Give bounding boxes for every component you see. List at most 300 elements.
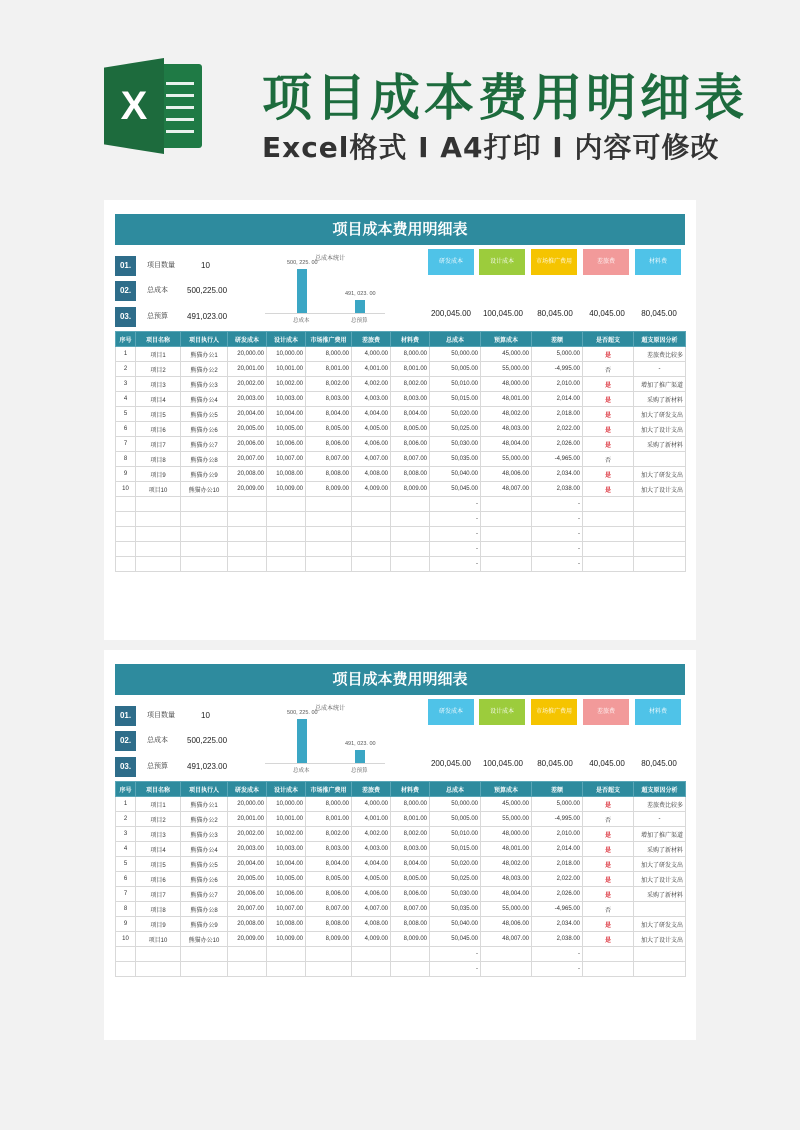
column-header: 项目名称 xyxy=(136,782,181,797)
table-cell: 加大了设计支出 xyxy=(634,482,686,497)
table-cell xyxy=(228,542,267,557)
table-cell xyxy=(481,512,532,527)
table-cell: 20,003.00 xyxy=(228,842,267,857)
table-cell: 2,018.00 xyxy=(532,407,583,422)
table-cell: 4,009.00 xyxy=(352,482,391,497)
table-cell: 项目2 xyxy=(136,812,181,827)
column-header: 材料费 xyxy=(391,332,430,347)
table-cell: 2,014.00 xyxy=(532,392,583,407)
table-cell: 否 xyxy=(583,812,634,827)
chart-bar-1 xyxy=(297,719,307,763)
table-cell: 是 xyxy=(583,857,634,872)
column-header: 设计成本 xyxy=(267,782,306,797)
table-header-row xyxy=(116,332,686,347)
legend-material-cost: 材料费 xyxy=(635,249,681,275)
table-cell: 4,004.00 xyxy=(352,857,391,872)
table-cell: 8 xyxy=(116,452,136,467)
table-row xyxy=(116,557,686,572)
table-cell xyxy=(634,497,686,512)
total-rd-cost: 200,045.00 xyxy=(430,759,472,768)
table-cell: 8,009.00 xyxy=(306,932,352,947)
table-cell: 差旅费比较多 xyxy=(634,347,686,362)
chart-category-label: 总成本 xyxy=(293,318,310,324)
table-cell xyxy=(228,497,267,512)
table-cell xyxy=(267,947,306,962)
table-cell: 8,003.00 xyxy=(391,842,430,857)
table-cell: 8,001.00 xyxy=(306,362,352,377)
table-cell xyxy=(116,497,136,512)
table-cell xyxy=(228,512,267,527)
table-row xyxy=(116,437,686,452)
table-cell xyxy=(352,947,391,962)
table-cell xyxy=(634,542,686,557)
table-cell: 50,025.00 xyxy=(430,872,481,887)
table-cell: 否 xyxy=(583,902,634,917)
summary-label: 项目数量 xyxy=(147,262,175,269)
table-cell: 采购了新材料 xyxy=(634,842,686,857)
table-cell: 10,005.00 xyxy=(267,872,306,887)
table-cell: 2,038.00 xyxy=(532,932,583,947)
column-header: 项目名称 xyxy=(136,332,181,347)
sheet-preview-2 xyxy=(104,650,696,1040)
table-cell xyxy=(228,962,267,977)
table-cell: 8,001.00 xyxy=(391,362,430,377)
column-header: 项目执行人 xyxy=(181,332,228,347)
table-cell: 4,000.00 xyxy=(352,347,391,362)
table-cell: 项目5 xyxy=(136,857,181,872)
total-design-cost: 100,045.00 xyxy=(482,309,524,318)
table-cell: 4,001.00 xyxy=(352,812,391,827)
table-row xyxy=(116,842,686,857)
table-cell: 2,026.00 xyxy=(532,437,583,452)
chart-axis-baseline xyxy=(265,763,385,764)
table-cell: 20,007.00 xyxy=(228,902,267,917)
table-cell: 否 xyxy=(583,452,634,467)
table-cell: 8,004.00 xyxy=(391,407,430,422)
table-cell: 9 xyxy=(116,917,136,932)
table-cell: 项目3 xyxy=(136,377,181,392)
table-cell: 熊猫办公9 xyxy=(181,917,228,932)
table-cell: 增加了推广渠道 xyxy=(634,377,686,392)
table-cell: 4,000.00 xyxy=(352,797,391,812)
column-header: 差额 xyxy=(532,332,583,347)
table-cell: 50,030.00 xyxy=(430,437,481,452)
table-cell: 2,034.00 xyxy=(532,917,583,932)
table-row xyxy=(116,467,686,482)
table-row xyxy=(116,872,686,887)
table-cell: 48,001.00 xyxy=(481,842,532,857)
table-cell xyxy=(181,557,228,572)
table-cell: - xyxy=(532,557,583,572)
table-cell xyxy=(634,557,686,572)
table-cell: -4,965.00 xyxy=(532,452,583,467)
table-cell xyxy=(352,512,391,527)
chart-category-label: 总成本 xyxy=(293,768,310,774)
table-cell: 10,008.00 xyxy=(267,467,306,482)
table-cell xyxy=(181,527,228,542)
total-design-cost: 100,045.00 xyxy=(482,759,524,768)
table-cell: 项目7 xyxy=(136,437,181,452)
table-cell: 8,004.00 xyxy=(391,857,430,872)
chart-bar-2 xyxy=(355,300,365,313)
table-row xyxy=(116,362,686,377)
table-row xyxy=(116,932,686,947)
table-cell: 48,007.00 xyxy=(481,482,532,497)
table-cell: 8,004.00 xyxy=(306,857,352,872)
sheet-content xyxy=(115,664,685,977)
table-row xyxy=(116,527,686,542)
table-cell xyxy=(352,557,391,572)
table-cell: 20,002.00 xyxy=(228,827,267,842)
legend-marketing-cost: 市场推广费用 xyxy=(531,699,577,725)
table-cell xyxy=(136,527,181,542)
table-cell: 项目9 xyxy=(136,467,181,482)
table-cell: 是 xyxy=(583,827,634,842)
summary-number: 01. xyxy=(115,256,136,276)
summary-value: 491,023.00 xyxy=(187,312,228,321)
table-cell: 4,001.00 xyxy=(352,362,391,377)
table-cell xyxy=(181,497,228,512)
table-cell: - xyxy=(532,512,583,527)
column-header: 预算成本 xyxy=(481,332,532,347)
summary-label: 项目数量 xyxy=(147,712,175,719)
chart-category-label: 总预算 xyxy=(351,318,368,324)
table-cell: 熊猫办公6 xyxy=(181,872,228,887)
table-cell: 8,000.00 xyxy=(391,797,430,812)
column-header: 研发成本 xyxy=(228,782,267,797)
table-cell: 4,009.00 xyxy=(352,932,391,947)
table-cell: 8,000.00 xyxy=(306,797,352,812)
table-cell xyxy=(267,557,306,572)
table-row xyxy=(116,392,686,407)
table-row xyxy=(116,947,686,962)
table-cell: 加大了研发支出 xyxy=(634,857,686,872)
chart-data-label: 500, 225. 00 xyxy=(287,260,318,266)
table-cell: 55,000.00 xyxy=(481,362,532,377)
table-cell: 8,008.00 xyxy=(391,917,430,932)
column-header: 序号 xyxy=(116,332,136,347)
table-cell: 20,000.00 xyxy=(228,347,267,362)
table-cell: 5 xyxy=(116,407,136,422)
table-row xyxy=(116,512,686,527)
table-cell xyxy=(267,962,306,977)
column-header: 材料费 xyxy=(391,782,430,797)
column-header: 差旅费 xyxy=(352,782,391,797)
table-cell: 2,014.00 xyxy=(532,842,583,857)
table-cell: 2,018.00 xyxy=(532,857,583,872)
table-cell: 50,020.00 xyxy=(430,407,481,422)
table-cell xyxy=(306,947,352,962)
table-cell: 否 xyxy=(583,362,634,377)
table-cell: 8,002.00 xyxy=(391,827,430,842)
table-cell: 2,010.00 xyxy=(532,827,583,842)
table-cell xyxy=(391,512,430,527)
table-cell: 8,002.00 xyxy=(306,377,352,392)
total-travel-cost: 40,045.00 xyxy=(589,309,625,318)
table-cell: 8,000.00 xyxy=(306,347,352,362)
table-cell: 10 xyxy=(116,932,136,947)
table-cell xyxy=(481,557,532,572)
table-row xyxy=(116,797,686,812)
table-cell: 加大了研发支出 xyxy=(634,467,686,482)
table-cell: 熊猫办公4 xyxy=(181,842,228,857)
table-row xyxy=(116,482,686,497)
table-cell: 熊猫办公8 xyxy=(181,452,228,467)
table-cell: 8,008.00 xyxy=(306,467,352,482)
table-cell: 10,009.00 xyxy=(267,482,306,497)
table-cell xyxy=(136,512,181,527)
table-cell: 8,006.00 xyxy=(391,887,430,902)
table-cell: 20,009.00 xyxy=(228,482,267,497)
table-cell: 4,005.00 xyxy=(352,422,391,437)
table-cell: - xyxy=(532,947,583,962)
table-cell: 是 xyxy=(583,422,634,437)
table-cell: 8,007.00 xyxy=(306,452,352,467)
table-cell: 45,000.00 xyxy=(481,347,532,362)
table-cell xyxy=(634,947,686,962)
total-rd-cost: 200,045.00 xyxy=(430,309,472,318)
table-cell: 6 xyxy=(116,872,136,887)
table-cell xyxy=(391,947,430,962)
table-cell xyxy=(391,527,430,542)
table-cell: 10,003.00 xyxy=(267,392,306,407)
table-cell: 20,006.00 xyxy=(228,437,267,452)
table-cell: 20,004.00 xyxy=(228,857,267,872)
summary-number: 03. xyxy=(115,307,136,327)
legend-design-cost: 设计成本 xyxy=(479,699,525,725)
table-cell: 50,015.00 xyxy=(430,392,481,407)
table-cell: 10,002.00 xyxy=(267,377,306,392)
table-cell: - xyxy=(430,512,481,527)
legend-rd-cost: 研发成本 xyxy=(428,699,474,725)
table-cell: 48,003.00 xyxy=(481,422,532,437)
table-cell: 是 xyxy=(583,392,634,407)
total-marketing-cost: 80,045.00 xyxy=(537,309,573,318)
table-cell: 10,000.00 xyxy=(267,797,306,812)
table-cell: 8,003.00 xyxy=(306,842,352,857)
legend-marketing-cost: 市场推广费用 xyxy=(531,249,577,275)
table-cell: 项目9 xyxy=(136,917,181,932)
table-cell: 48,004.00 xyxy=(481,887,532,902)
table-cell: 是 xyxy=(583,842,634,857)
column-header: 市场推广费用 xyxy=(306,332,352,347)
table-cell: 50,035.00 xyxy=(430,902,481,917)
table-cell: 50,045.00 xyxy=(430,482,481,497)
table-cell: 8,005.00 xyxy=(391,872,430,887)
logo-letter: X xyxy=(120,84,148,128)
table-cell: 熊猫办公3 xyxy=(181,377,228,392)
table-cell: 熊猫办公3 xyxy=(181,827,228,842)
summary-value: 500,225.00 xyxy=(187,286,228,295)
chart-title: 总成本统计 xyxy=(315,256,346,262)
table-cell: 7 xyxy=(116,437,136,452)
table-cell: 20,005.00 xyxy=(228,872,267,887)
table-cell: 4,004.00 xyxy=(352,407,391,422)
table-cell: 2,026.00 xyxy=(532,887,583,902)
table-cell xyxy=(116,527,136,542)
table-cell: 20,002.00 xyxy=(228,377,267,392)
table-cell: - xyxy=(430,542,481,557)
table-cell xyxy=(391,962,430,977)
table-cell: 熊猫办公1 xyxy=(181,347,228,362)
table-cell: 10,001.00 xyxy=(267,362,306,377)
table-cell xyxy=(583,962,634,977)
table-row xyxy=(116,452,686,467)
summary-label: 总成本 xyxy=(147,737,168,744)
table-cell xyxy=(306,962,352,977)
table-cell: 是 xyxy=(583,887,634,902)
column-header: 是否超支 xyxy=(583,782,634,797)
table-cell xyxy=(181,542,228,557)
table-cell: 3 xyxy=(116,827,136,842)
table-cell: 8,003.00 xyxy=(306,392,352,407)
table-cell: 8,005.00 xyxy=(306,422,352,437)
table-cell: 8,005.00 xyxy=(391,422,430,437)
table-cell: 4,007.00 xyxy=(352,452,391,467)
table-row xyxy=(116,812,686,827)
summary-value: 10 xyxy=(201,711,210,720)
table-cell: 8,003.00 xyxy=(391,392,430,407)
table-cell: 10,008.00 xyxy=(267,917,306,932)
table-cell xyxy=(634,527,686,542)
table-cell: - xyxy=(634,812,686,827)
table-cell: 项目1 xyxy=(136,797,181,812)
table-cell: 项目8 xyxy=(136,452,181,467)
column-header: 超支原因分析 xyxy=(634,782,686,797)
table-cell xyxy=(228,557,267,572)
table-cell: 50,025.00 xyxy=(430,422,481,437)
summary-label: 总预算 xyxy=(147,763,168,770)
table-cell: 熊猫办公7 xyxy=(181,437,228,452)
table-cell: 加大了设计支出 xyxy=(634,422,686,437)
table-cell xyxy=(306,527,352,542)
legend-rd-cost: 研发成本 xyxy=(428,249,474,275)
table-cell: 1 xyxy=(116,797,136,812)
table-cell xyxy=(116,512,136,527)
column-header: 超支原因分析 xyxy=(634,332,686,347)
sheet-title: 项目成本费用明细表 xyxy=(115,664,685,695)
table-cell: 熊猫办公10 xyxy=(181,482,228,497)
table-cell: 50,000.00 xyxy=(430,797,481,812)
table-cell: 是 xyxy=(583,932,634,947)
table-cell: 10,000.00 xyxy=(267,347,306,362)
table-cell: 4,003.00 xyxy=(352,392,391,407)
table-cell: 48,002.00 xyxy=(481,407,532,422)
table-cell: 48,000.00 xyxy=(481,827,532,842)
column-header: 设计成本 xyxy=(267,332,306,347)
table-cell xyxy=(391,497,430,512)
table-cell: 10 xyxy=(116,482,136,497)
table-cell: 4,008.00 xyxy=(352,467,391,482)
table-cell: 8,002.00 xyxy=(391,377,430,392)
table-cell: -4,995.00 xyxy=(532,362,583,377)
table-cell: 10,006.00 xyxy=(267,437,306,452)
table-cell xyxy=(136,947,181,962)
table-row xyxy=(116,347,686,362)
table-cell: 项目5 xyxy=(136,407,181,422)
excel-logo-icon xyxy=(104,58,202,154)
table-cell: 熊猫办公5 xyxy=(181,407,228,422)
table-cell xyxy=(583,947,634,962)
table-row xyxy=(116,422,686,437)
cost-detail-table xyxy=(115,331,686,572)
table-cell xyxy=(136,962,181,977)
table-row xyxy=(116,917,686,932)
table-cell: 2,022.00 xyxy=(532,872,583,887)
table-cell: - xyxy=(430,947,481,962)
table-cell: 10,004.00 xyxy=(267,857,306,872)
table-cell: 4,002.00 xyxy=(352,377,391,392)
table-cell: 采购了新材料 xyxy=(634,392,686,407)
table-cell: 10,004.00 xyxy=(267,407,306,422)
table-cell xyxy=(228,527,267,542)
table-cell: 1 xyxy=(116,347,136,362)
table-cell xyxy=(306,512,352,527)
table-cell: 48,000.00 xyxy=(481,377,532,392)
table-cell: 项目10 xyxy=(136,482,181,497)
table-cell: 4,002.00 xyxy=(352,827,391,842)
table-cell xyxy=(634,452,686,467)
table-cell: 2,034.00 xyxy=(532,467,583,482)
table-cell: 熊猫办公6 xyxy=(181,422,228,437)
table-cell: 4,006.00 xyxy=(352,887,391,902)
table-cell xyxy=(136,557,181,572)
table-cell xyxy=(352,962,391,977)
legend-travel-cost: 差旅费 xyxy=(583,249,629,275)
table-cell xyxy=(481,542,532,557)
table-cell: 20,007.00 xyxy=(228,452,267,467)
table-cell: 项目7 xyxy=(136,887,181,902)
table-cell xyxy=(583,527,634,542)
summary-number: 02. xyxy=(115,281,136,301)
table-cell: 10,007.00 xyxy=(267,902,306,917)
table-cell: 是 xyxy=(583,482,634,497)
table-cell: 20,009.00 xyxy=(228,932,267,947)
table-cell: 10,001.00 xyxy=(267,812,306,827)
table-cell: 7 xyxy=(116,887,136,902)
table-cell xyxy=(583,557,634,572)
table-cell: 熊猫办公2 xyxy=(181,812,228,827)
table-cell: 是 xyxy=(583,437,634,452)
table-row xyxy=(116,497,686,512)
table-cell: 20,001.00 xyxy=(228,812,267,827)
table-cell xyxy=(481,962,532,977)
table-cell xyxy=(181,947,228,962)
table-cell: 是 xyxy=(583,467,634,482)
column-header: 预算成本 xyxy=(481,782,532,797)
table-cell: 50,040.00 xyxy=(430,467,481,482)
table-cell: 熊猫办公4 xyxy=(181,392,228,407)
legend-design-cost: 设计成本 xyxy=(479,249,525,275)
table-cell: 加大了研发支出 xyxy=(634,407,686,422)
table-cell: 8,004.00 xyxy=(306,407,352,422)
table-cell: 4,007.00 xyxy=(352,902,391,917)
table-cell xyxy=(116,962,136,977)
table-cell xyxy=(634,512,686,527)
table-cell: 10,005.00 xyxy=(267,422,306,437)
table-cell: -4,965.00 xyxy=(532,902,583,917)
cost-detail-table xyxy=(115,781,686,977)
table-cell: 9 xyxy=(116,467,136,482)
table-cell: 55,000.00 xyxy=(481,812,532,827)
table-cell: 5,000.00 xyxy=(532,797,583,812)
table-cell: 48,003.00 xyxy=(481,872,532,887)
column-header: 总成本 xyxy=(430,782,481,797)
table-cell xyxy=(583,497,634,512)
table-row xyxy=(116,887,686,902)
table-cell: 熊猫办公7 xyxy=(181,887,228,902)
sheet-content xyxy=(115,214,685,572)
